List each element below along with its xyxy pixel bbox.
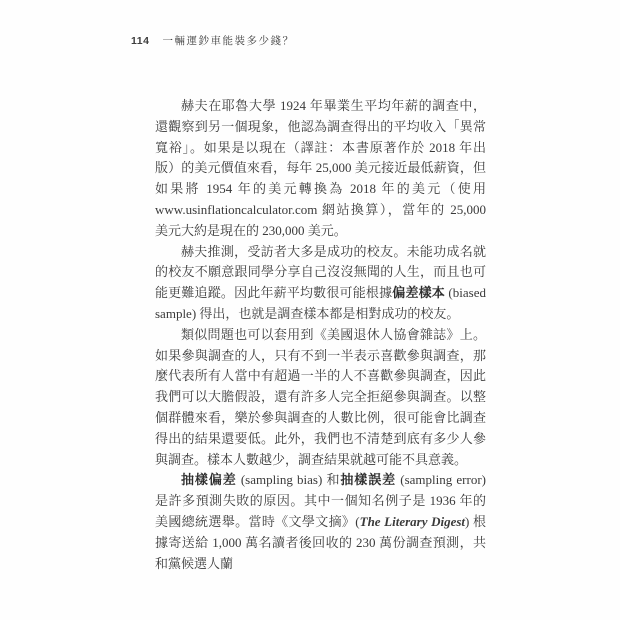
bold-term: 抽樣偏差 [181,472,237,488]
bold-term: 偏差樣本 [392,285,445,301]
paragraph [155,96,486,242]
text-run: 類似問題也可以套用到《美國退休人協會雜誌》上。如果參與調查的人，只有不到一半表示喜歡參與調查，那麼代表所有人當中有超過一半的人不喜歡參與調查，因此我們可以大膽假設，還有許多人完全拒絕參與調查。以整個群體來看，樂於參與調查的人數比例，很可能會比調查得出的結果還要低。此外，我們也不清楚到底有多少人參與調查。樣本人數越少，調查結果就越可能不具意義。 [155,326,486,467]
text-run: (biased sample) 得出，也就是調查樣本都是相對成功的校友。 [155,285,486,321]
paragraph [155,242,486,325]
text-run: (sampling error) 是許多預測失敗的原因。其中一個知名例子是 1936 年的美國總統選舉。當時《文學文摘》( [155,472,486,529]
paragraph [155,325,486,471]
text-run: 赫夫在耶魯大學 1924 年畢業生平均年薪的調查中，還觀察到另一個現象，他認為調查得出的平均收入「異常寬裕」。如果是以現在（譯註：本書原著作於 2018 年出版）的美元價值來看，每年 25,000 美元接近最低薪資，但如果將 1954 年的美元轉換為 2018 年的美元（使用 www.usinflationcalculator.com 網站換算），當年的 25,000 美元大約是現在的 230,000 美元。 [155,98,486,238]
text-run: ) 根據寄送給 1,000 萬名讀者後回收的 230 萬份調查預測，共和黨候選人蘭 [155,513,486,571]
italic-book-title: The Literary Digest [359,513,466,529]
page-number: 114 [131,35,150,47]
bold-term: 抽樣誤差 [340,472,397,488]
chapter-title: 一輛運鈔車能裝多少錢？ [162,35,295,47]
body-text [155,96,486,574]
paragraph [155,470,486,574]
text-run: 赫夫推測，受訪者大多是成功的校友。未能功成名就的校友不願意跟同學分享自己沒沒無聞的人生，而且也可能更難追蹤。因此年薪平均數很可能根據 [155,243,486,301]
text-run: (sampling bias) 和 [236,472,341,488]
running-head [131,33,294,48]
